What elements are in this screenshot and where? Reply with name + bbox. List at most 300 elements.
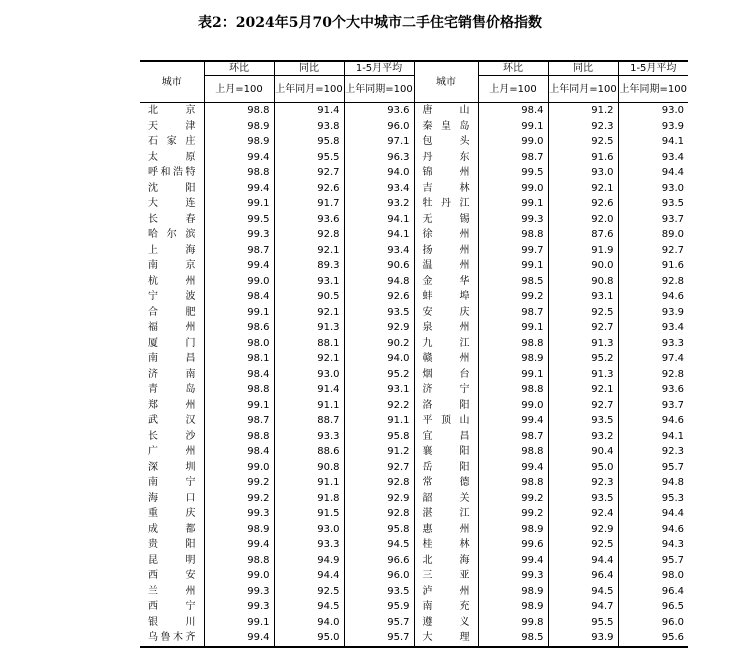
ytd-value-right: 91.6 (618, 258, 688, 274)
ytd-value-right: 93.7 (618, 398, 688, 414)
city-name-left: 海口 (140, 491, 204, 507)
yoy-value-right: 90.0 (548, 258, 618, 274)
table-row (140, 553, 688, 569)
city-name-right: 金华 (414, 274, 478, 290)
mom-value-right: 98.9 (478, 599, 548, 615)
table-row (140, 398, 688, 414)
city-name-right: 秦皇岛 (414, 119, 478, 135)
yoy-value-left: 91.8 (274, 491, 344, 507)
ytd-value-left: 95.9 (344, 599, 414, 615)
city-name-right: 济宁 (414, 382, 478, 398)
ytd-value-left: 94.0 (344, 165, 414, 181)
ytd-value-left: 95.8 (344, 522, 414, 538)
mom-value-right: 98.5 (478, 630, 548, 647)
city-name-left: 重庆 (140, 506, 204, 522)
city-name-left: 北京 (140, 103, 204, 119)
yoy-value-left: 90.5 (274, 289, 344, 305)
city-name-left: 深圳 (140, 460, 204, 476)
yoy-value-left: 91.4 (274, 382, 344, 398)
mom-value-left: 98.7 (204, 243, 274, 259)
yoy-value-left: 91.7 (274, 196, 344, 212)
mom-value-left: 98.1 (204, 351, 274, 367)
city-name-right: 烟台 (414, 367, 478, 383)
city-name-left: 杭州 (140, 274, 204, 290)
table-body (140, 103, 688, 647)
city-name-right: 锦州 (414, 165, 478, 181)
city-name-left: 兰州 (140, 584, 204, 600)
city-name-left: 厦门 (140, 336, 204, 352)
table-row (140, 103, 688, 119)
table-row (140, 150, 688, 166)
ytd-value-right: 96.4 (618, 584, 688, 600)
city-name-left: 天津 (140, 119, 204, 135)
ytd-value-right: 94.4 (618, 165, 688, 181)
table-row (140, 336, 688, 352)
mom-value-right: 99.0 (478, 181, 548, 197)
mom-value-right: 99.6 (478, 537, 548, 553)
city-name-right: 惠州 (414, 522, 478, 538)
ytd-value-left: 92.2 (344, 398, 414, 414)
mom-value-left: 99.4 (204, 150, 274, 166)
mom-value-left: 98.9 (204, 119, 274, 135)
ytd-value-left: 93.5 (344, 584, 414, 600)
yoy-value-right: 92.5 (548, 537, 618, 553)
city-name-right: 北海 (414, 553, 478, 569)
city-name-left: 济南 (140, 367, 204, 383)
yoy-value-left: 91.4 (274, 103, 344, 119)
mom-value-right: 99.4 (478, 553, 548, 569)
city-name-left: 贵阳 (140, 537, 204, 553)
yoy-value-left: 93.6 (274, 212, 344, 228)
mom-value-left: 98.8 (204, 429, 274, 445)
city-name-left: 上海 (140, 243, 204, 259)
mom-value-left: 98.9 (204, 134, 274, 150)
mom-value-left: 98.0 (204, 336, 274, 352)
yoy-value-left: 91.1 (274, 475, 344, 491)
mom-value-left: 99.4 (204, 537, 274, 553)
ytd-value-right: 92.7 (618, 243, 688, 259)
ytd-value-left: 93.4 (344, 243, 414, 259)
city-name-right: 无锡 (414, 212, 478, 228)
yoy-value-left: 92.5 (274, 584, 344, 600)
mom-value-left: 99.2 (204, 475, 274, 491)
ytd-value-right: 93.3 (618, 336, 688, 352)
yoy-value-left: 89.3 (274, 258, 344, 274)
city-name-right: 遵义 (414, 615, 478, 631)
yoy-value-left: 93.1 (274, 274, 344, 290)
mom-value-left: 98.7 (204, 413, 274, 429)
city-name-right: 吉林 (414, 181, 478, 197)
yoy-value-right: 92.7 (548, 398, 618, 414)
ytd-value-right: 94.8 (618, 475, 688, 491)
mom-value-left: 98.6 (204, 320, 274, 336)
city-name-right: 唐山 (414, 103, 478, 119)
table-row (140, 584, 688, 600)
table-row (140, 320, 688, 336)
ytd-value-left: 96.3 (344, 150, 414, 166)
yoy-value-right: 93.0 (548, 165, 618, 181)
table-row (140, 475, 688, 491)
city-name-right: 洛阳 (414, 398, 478, 414)
city-name-left: 太原 (140, 150, 204, 166)
mom-value-right: 98.4 (478, 103, 548, 119)
ytd-value-left: 92.9 (344, 320, 414, 336)
ytd-value-left: 93.4 (344, 181, 414, 197)
mom-value-right: 99.1 (478, 119, 548, 135)
ytd-value-right: 92.3 (618, 444, 688, 460)
yoy-value-right: 91.3 (548, 367, 618, 383)
yoy-value-left: 95.0 (274, 630, 344, 647)
mom-value-left: 99.1 (204, 305, 274, 321)
ytd-value-right: 93.4 (618, 320, 688, 336)
table-row (140, 568, 688, 584)
city-name-left: 南昌 (140, 351, 204, 367)
ytd-value-right: 97.4 (618, 351, 688, 367)
ytd-value-left: 96.0 (344, 119, 414, 135)
city-name-right: 泸州 (414, 584, 478, 600)
yoy-value-left: 92.8 (274, 227, 344, 243)
yoy-base-right: 上年同月=100 (548, 76, 618, 103)
table-row (140, 460, 688, 476)
city-name-right: 常德 (414, 475, 478, 491)
yoy-value-left: 91.5 (274, 506, 344, 522)
ytd-value-left: 93.2 (344, 196, 414, 212)
yoy-base-left: 上年同月=100 (274, 76, 344, 103)
table-row (140, 181, 688, 197)
mom-value-right: 99.0 (478, 134, 548, 150)
city-name-right: 徐州 (414, 227, 478, 243)
table-title: 表2：2024年5月70个大中城市二手住宅销售价格指数 (198, 15, 542, 31)
yoy-value-right: 92.1 (548, 382, 618, 398)
city-name-left: 呼和浩特 (140, 165, 204, 181)
city-name-left: 乌鲁木齐 (140, 630, 204, 647)
mom-value-left: 99.0 (204, 568, 274, 584)
table-row (140, 212, 688, 228)
mom-value-left: 99.4 (204, 630, 274, 647)
mom-value-right: 98.8 (478, 227, 548, 243)
city-name-left: 石家庄 (140, 134, 204, 150)
ytd-value-right: 93.4 (618, 150, 688, 166)
table-row (140, 243, 688, 259)
ytd-value-left: 96.6 (344, 553, 414, 569)
city-name-right: 襄阳 (414, 444, 478, 460)
yoy-value-right: 95.2 (548, 351, 618, 367)
city-name-right: 湛江 (414, 506, 478, 522)
city-header-left: 城市 (140, 61, 204, 103)
mom-value-left: 98.9 (204, 522, 274, 538)
table-row (140, 227, 688, 243)
table-row (140, 351, 688, 367)
ytd-value-left: 91.1 (344, 413, 414, 429)
ytd-value-left: 92.8 (344, 475, 414, 491)
city-name-left: 西安 (140, 568, 204, 584)
city-name-right: 泉州 (414, 320, 478, 336)
ytd-value-right: 94.6 (618, 413, 688, 429)
mom-value-right: 99.1 (478, 367, 548, 383)
mom-value-left: 99.1 (204, 398, 274, 414)
yoy-value-left: 94.0 (274, 615, 344, 631)
yoy-value-right: 92.1 (548, 181, 618, 197)
mom-value-left: 99.4 (204, 258, 274, 274)
table-row (140, 134, 688, 150)
yoy-value-left: 93.8 (274, 119, 344, 135)
table-row (140, 615, 688, 631)
mom-header-left: 环比 (204, 61, 274, 76)
city-name-right: 平顶山 (414, 413, 478, 429)
yoy-value-right: 87.6 (548, 227, 618, 243)
yoy-header-right: 同比 (548, 61, 618, 76)
mom-value-left: 99.5 (204, 212, 274, 228)
city-name-right: 温州 (414, 258, 478, 274)
mom-value-left: 98.8 (204, 382, 274, 398)
yoy-value-right: 92.6 (548, 196, 618, 212)
city-name-left: 合肥 (140, 305, 204, 321)
mom-value-right: 99.3 (478, 212, 548, 228)
table-row (140, 444, 688, 460)
ytd-value-left: 94.5 (344, 537, 414, 553)
city-name-right: 大理 (414, 630, 478, 647)
city-name-left: 长沙 (140, 429, 204, 445)
ytd-value-right: 95.3 (618, 491, 688, 507)
mom-base-left: 上月=100 (204, 76, 274, 103)
yoy-value-left: 92.1 (274, 243, 344, 259)
mom-value-right: 99.3 (478, 568, 548, 584)
city-name-right: 包头 (414, 134, 478, 150)
city-name-right: 宜昌 (414, 429, 478, 445)
city-name-right: 安庆 (414, 305, 478, 321)
table-row (140, 599, 688, 615)
table-row (140, 196, 688, 212)
yoy-value-left: 93.0 (274, 367, 344, 383)
ytd-value-right: 93.9 (618, 119, 688, 135)
table-row (140, 429, 688, 445)
table-row (140, 289, 688, 305)
mom-value-right: 98.8 (478, 444, 548, 460)
yoy-value-right: 92.4 (548, 506, 618, 522)
ytd-value-left: 90.6 (344, 258, 414, 274)
city-name-right: 蚌埠 (414, 289, 478, 305)
city-name-left: 沈阳 (140, 181, 204, 197)
ytd-value-right: 94.4 (618, 506, 688, 522)
yoy-value-right: 92.0 (548, 212, 618, 228)
mom-value-left: 99.3 (204, 599, 274, 615)
yoy-value-left: 90.8 (274, 460, 344, 476)
ytd-value-left: 95.7 (344, 630, 414, 647)
ytd-value-left: 93.6 (344, 103, 414, 119)
yoy-value-right: 95.0 (548, 460, 618, 476)
ytd-base-right: 上年同期=100 (618, 76, 688, 103)
yoy-value-left: 95.8 (274, 134, 344, 150)
mom-value-right: 99.7 (478, 243, 548, 259)
yoy-value-right: 92.7 (548, 320, 618, 336)
mom-value-right: 98.8 (478, 336, 548, 352)
city-name-left: 成都 (140, 522, 204, 538)
ytd-value-left: 94.1 (344, 212, 414, 228)
mom-value-right: 98.7 (478, 305, 548, 321)
yoy-value-left: 93.0 (274, 522, 344, 538)
yoy-value-right: 91.2 (548, 103, 618, 119)
mom-value-right: 99.2 (478, 506, 548, 522)
table-row (140, 630, 688, 647)
yoy-value-left: 92.1 (274, 305, 344, 321)
mom-value-right: 98.5 (478, 274, 548, 290)
ytd-value-left: 92.6 (344, 289, 414, 305)
mom-value-left: 98.8 (204, 103, 274, 119)
ytd-value-right: 93.7 (618, 212, 688, 228)
yoy-value-right: 91.3 (548, 336, 618, 352)
ytd-value-left: 95.2 (344, 367, 414, 383)
yoy-value-right: 90.4 (548, 444, 618, 460)
city-name-right: 南充 (414, 599, 478, 615)
ytd-value-right: 92.8 (618, 367, 688, 383)
ytd-base-left: 上年同期=100 (344, 76, 414, 103)
city-name-right: 桂林 (414, 537, 478, 553)
yoy-value-left: 93.3 (274, 537, 344, 553)
mom-value-right: 98.7 (478, 150, 548, 166)
city-name-left: 南宁 (140, 475, 204, 491)
mom-value-right: 99.1 (478, 258, 548, 274)
mom-value-left: 98.8 (204, 553, 274, 569)
mom-header-right: 环比 (478, 61, 548, 76)
yoy-value-left: 94.9 (274, 553, 344, 569)
yoy-value-left: 88.1 (274, 336, 344, 352)
ytd-value-left: 90.2 (344, 336, 414, 352)
ytd-value-left: 95.7 (344, 615, 414, 631)
yoy-value-right: 96.4 (548, 568, 618, 584)
ytd-value-right: 94.3 (618, 537, 688, 553)
mom-value-left: 99.3 (204, 227, 274, 243)
yoy-value-right: 94.7 (548, 599, 618, 615)
city-name-right: 韶关 (414, 491, 478, 507)
yoy-value-left: 92.1 (274, 351, 344, 367)
city-name-left: 南京 (140, 258, 204, 274)
city-name-left: 福州 (140, 320, 204, 336)
yoy-value-left: 92.7 (274, 165, 344, 181)
city-name-right: 赣州 (414, 351, 478, 367)
ytd-value-right: 89.0 (618, 227, 688, 243)
ytd-value-right: 94.1 (618, 134, 688, 150)
city-header-right: 城市 (414, 61, 478, 103)
ytd-value-left: 97.1 (344, 134, 414, 150)
yoy-value-right: 93.9 (548, 630, 618, 647)
mom-value-right: 98.9 (478, 351, 548, 367)
yoy-value-right: 92.3 (548, 119, 618, 135)
mom-base-right: 上月=100 (478, 76, 548, 103)
table-row (140, 258, 688, 274)
ytd-value-left: 94.0 (344, 351, 414, 367)
mom-value-right: 99.8 (478, 615, 548, 631)
table-row (140, 537, 688, 553)
yoy-value-left: 88.7 (274, 413, 344, 429)
ytd-value-right: 92.8 (618, 274, 688, 290)
mom-value-right: 99.2 (478, 289, 548, 305)
yoy-value-left: 93.3 (274, 429, 344, 445)
city-name-left: 西宁 (140, 599, 204, 615)
yoy-value-right: 92.3 (548, 475, 618, 491)
yoy-value-right: 91.9 (548, 243, 618, 259)
mom-value-right: 98.9 (478, 522, 548, 538)
mom-value-left: 98.4 (204, 444, 274, 460)
mom-value-right: 98.8 (478, 475, 548, 491)
yoy-value-right: 93.5 (548, 413, 618, 429)
yoy-value-left: 88.6 (274, 444, 344, 460)
yoy-value-right: 92.9 (548, 522, 618, 538)
ytd-header-left: 1-5月平均 (344, 61, 414, 76)
mom-value-left: 99.0 (204, 274, 274, 290)
yoy-value-right: 90.8 (548, 274, 618, 290)
city-name-left: 长春 (140, 212, 204, 228)
mom-value-left: 99.0 (204, 460, 274, 476)
city-name-right: 牡丹江 (414, 196, 478, 212)
mom-value-left: 99.3 (204, 506, 274, 522)
ytd-value-left: 96.0 (344, 568, 414, 584)
yoy-value-left: 94.5 (274, 599, 344, 615)
ytd-value-left: 92.7 (344, 460, 414, 476)
ytd-value-left: 95.8 (344, 429, 414, 445)
ytd-value-left: 94.1 (344, 227, 414, 243)
mom-value-left: 99.4 (204, 181, 274, 197)
yoy-value-right: 93.2 (548, 429, 618, 445)
city-name-left: 大连 (140, 196, 204, 212)
ytd-value-right: 98.0 (618, 568, 688, 584)
city-name-right: 扬州 (414, 243, 478, 259)
city-name-right: 三亚 (414, 568, 478, 584)
ytd-value-right: 95.6 (618, 630, 688, 647)
mom-value-left: 99.1 (204, 615, 274, 631)
mom-value-left: 99.2 (204, 491, 274, 507)
table-row (140, 305, 688, 321)
yoy-value-right: 92.5 (548, 134, 618, 150)
ytd-value-right: 93.0 (618, 181, 688, 197)
table-row (140, 274, 688, 290)
city-name-right: 丹东 (414, 150, 478, 166)
table-row (140, 522, 688, 538)
ytd-value-right: 93.0 (618, 103, 688, 119)
ytd-value-right: 95.7 (618, 460, 688, 476)
ytd-value-right: 93.5 (618, 196, 688, 212)
yoy-value-right: 95.5 (548, 615, 618, 631)
mom-value-right: 99.5 (478, 165, 548, 181)
ytd-value-right: 94.6 (618, 289, 688, 305)
city-name-left: 武汉 (140, 413, 204, 429)
ytd-value-left: 94.8 (344, 274, 414, 290)
city-name-left: 昆明 (140, 553, 204, 569)
ytd-value-left: 91.2 (344, 444, 414, 460)
city-name-right: 岳阳 (414, 460, 478, 476)
yoy-value-left: 95.5 (274, 150, 344, 166)
yoy-value-left: 94.4 (274, 568, 344, 584)
ytd-header-right: 1-5月平均 (618, 61, 688, 76)
mom-value-right: 99.1 (478, 196, 548, 212)
mom-value-right: 99.4 (478, 413, 548, 429)
yoy-header-left: 同比 (274, 61, 344, 76)
ytd-value-right: 94.1 (618, 429, 688, 445)
city-name-right: 九江 (414, 336, 478, 352)
table-row (140, 382, 688, 398)
ytd-value-left: 93.5 (344, 305, 414, 321)
ytd-value-right: 96.5 (618, 599, 688, 615)
mom-value-right: 99.0 (478, 398, 548, 414)
table-row (140, 119, 688, 135)
table-row (140, 413, 688, 429)
yoy-value-right: 94.5 (548, 584, 618, 600)
mom-value-left: 98.4 (204, 367, 274, 383)
city-name-left: 郑州 (140, 398, 204, 414)
city-name-left: 哈尔滨 (140, 227, 204, 243)
mom-value-right: 99.2 (478, 491, 548, 507)
ytd-value-right: 94.6 (618, 522, 688, 538)
yoy-value-left: 92.6 (274, 181, 344, 197)
